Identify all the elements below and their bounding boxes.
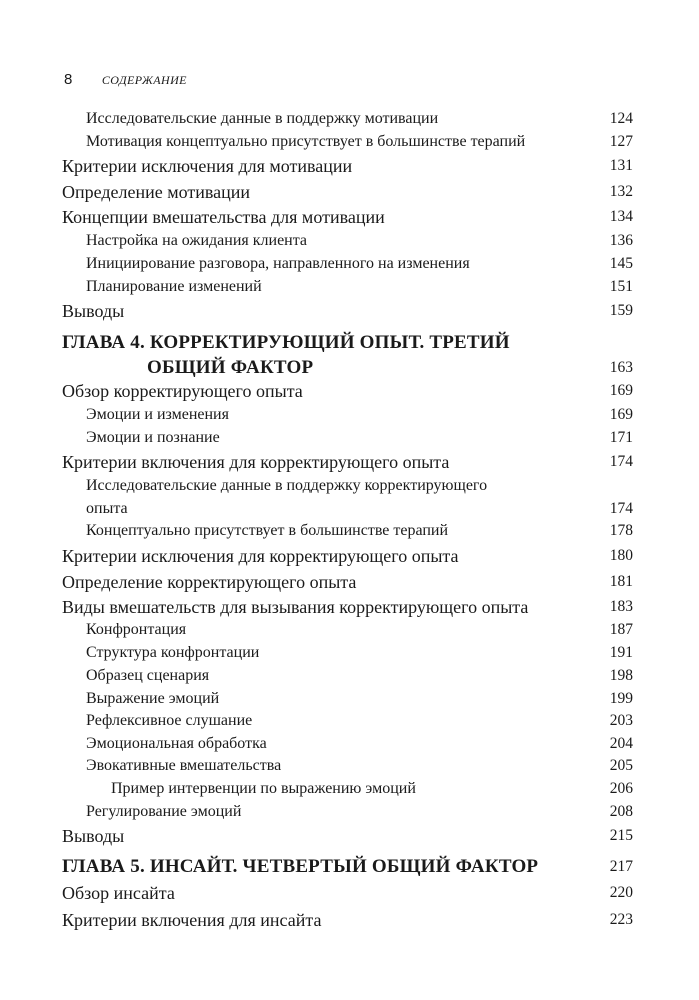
toc-entry-title: Пример интервенции по выражению эмоций [111, 780, 416, 797]
toc-entry-title: Концепции вмешательства для мотивации [62, 207, 385, 227]
toc-entry-page: 215 [609, 827, 633, 844]
toc-entry-title: Эвокативные вмешательства [86, 757, 282, 774]
toc-entry-title: Определение мотивации [62, 182, 251, 202]
toc-entry-page: 169 [609, 382, 633, 399]
toc-entry-title: Структура конфронтации [86, 644, 260, 661]
toc-entry-title: Инициирование разговора, направленного на изменения [86, 255, 470, 272]
toc-entry-page: 199 [609, 690, 633, 707]
running-header [64, 71, 187, 90]
toc-entry-page: 151 [609, 278, 633, 295]
toc-entry-title: Настройка на ожидания клиента [86, 232, 308, 249]
toc-entry-page: 191 [609, 644, 633, 661]
toc-entry-title: Критерии включения для корректирующего опыта [62, 452, 450, 472]
toc-entry-page: 171 [609, 429, 633, 446]
toc-entry-title: Выводы [62, 826, 125, 846]
toc-entry-title: Мотивация концептуально присутствует в большинстве терапий [86, 133, 526, 150]
toc-entry-page: 178 [609, 522, 633, 539]
toc-entry-page: 136 [609, 232, 633, 249]
toc-entry-page: 217 [609, 858, 633, 875]
toc-entry-title: Обзор корректирующего опыта [62, 381, 303, 401]
toc-entry-page: 145 [609, 255, 633, 272]
toc-entry-title: Критерии исключения для мотивации [62, 156, 353, 176]
toc-entry-page: 187 [609, 621, 633, 638]
toc-entry-page: 198 [609, 667, 633, 684]
toc-entry-title: Исследовательские данные в поддержку корректирующего [86, 477, 488, 494]
toc-entry-page: 134 [609, 208, 633, 225]
toc-entry-page: 127 [609, 133, 633, 150]
toc-entry-page: 206 [609, 780, 633, 797]
toc-entry-page: 174 [609, 500, 633, 517]
toc-entry-page: 220 [609, 884, 633, 901]
toc-entry-page: 124 [609, 110, 633, 127]
running-title: СОДЕРЖАНИЕ [101, 73, 187, 87]
toc-entry-title: Рефлексивное слушание [86, 712, 253, 729]
toc-entry-page: 181 [609, 573, 633, 590]
toc-entry-title: Выводы [62, 301, 125, 321]
toc-entry-page: 180 [609, 547, 633, 564]
toc-entry-title-continued: опыта [86, 500, 128, 517]
toc-entry-page: 163 [609, 359, 633, 376]
toc-entry-page: 174 [609, 453, 633, 470]
toc-entry-page: 131 [609, 157, 633, 174]
toc-entry-title: Критерии включения для инсайта [62, 910, 322, 930]
toc-entry-page: 159 [609, 302, 633, 319]
toc-entry-page: 204 [609, 735, 633, 752]
toc-entry-title: Конфронтация [86, 621, 187, 638]
toc-entry-title: Планирование изменений [86, 278, 262, 295]
toc-entry-title: Эмоции и изменения [86, 406, 229, 423]
toc-entry-page: 183 [609, 598, 633, 615]
toc-entry-page: 223 [609, 911, 633, 928]
toc-entry-title: Эмоции и познание [86, 429, 220, 446]
toc-entry-title: Критерии исключения для корректирующего опыта [62, 546, 459, 566]
toc-entry-page: 205 [609, 757, 633, 774]
toc-entry-title: Определение корректирующего опыта [62, 572, 357, 592]
toc-entry-title: Виды вмешательств для вызывания корректирующего опыта [62, 597, 529, 617]
toc-entry-title: Обзор инсайта [62, 883, 175, 903]
toc-entry-title: Образец сценария [86, 667, 210, 684]
toc-entry-page: 132 [609, 183, 633, 200]
toc-entry-page: 203 [609, 712, 633, 729]
toc-entry-title: ГЛАВА 5. ИНСАЙТ. ЧЕТВЕРТЫЙ ОБЩИЙ ФАКТОР [62, 856, 539, 877]
toc-entry-title: Выражение эмоций [86, 690, 220, 707]
toc-entry-page: 208 [609, 803, 633, 820]
toc-entry-title: Эмоциональная обработка [86, 735, 267, 752]
toc-entry-title-continued: ОБЩИЙ ФАКТОР [147, 357, 314, 378]
toc-entry-title: ГЛАВА 4. КОРРЕКТИРУЮЩИЙ ОПЫТ. ТРЕТИЙ [62, 332, 510, 353]
toc-entry-title: Исследовательские данные в поддержку мотивации [86, 110, 439, 127]
toc-entry-title: Концептуально присутствует в большинстве терапий [86, 522, 449, 539]
page-number: 8 [64, 71, 73, 88]
toc-entry-title: Регулирование эмоций [86, 803, 242, 820]
toc-entry-page: 169 [609, 406, 633, 423]
